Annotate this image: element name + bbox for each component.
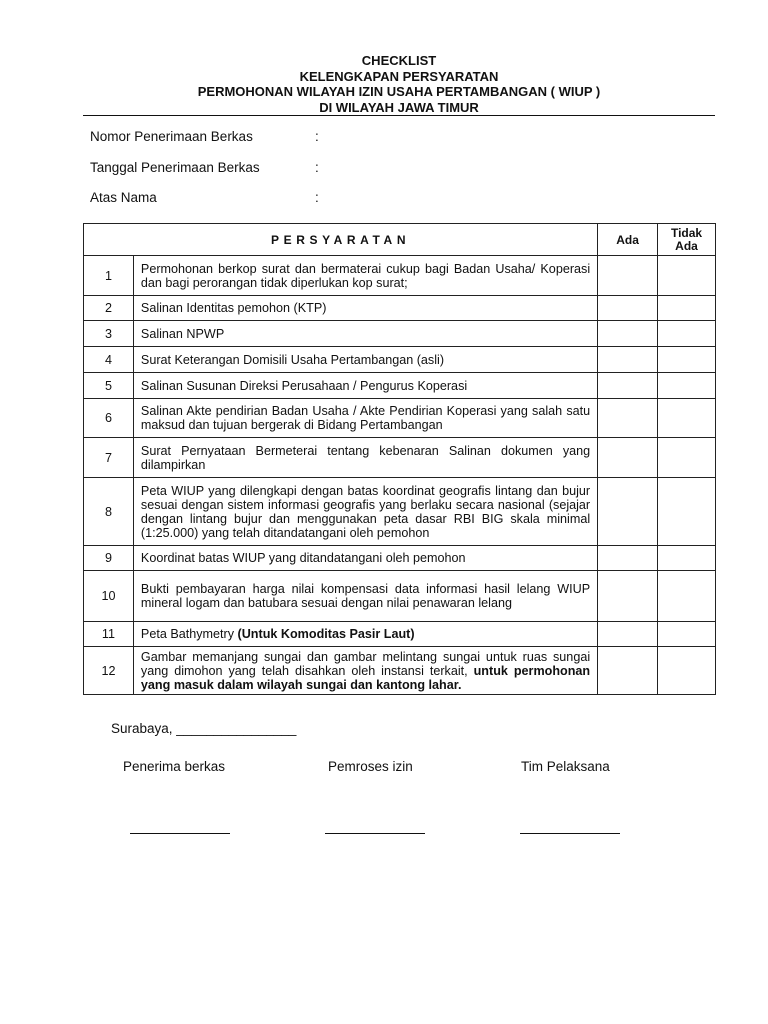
row-text: Koordinat batas WIUP yang ditandatangani oleh pemohon xyxy=(140,551,466,565)
field-label-tanggal: Tanggal Penerimaan Berkas xyxy=(90,160,260,175)
row-text: Peta WIUP yang dilengkapi dengan batas koordinat geografis lintang dan bujur sesuai dengan sistem informasi geografis yang berlaku secara nasional (sejajar dengan lintang bujur dan menggunakan peta dasar RBI BIG skala minimal (1:25.000) yang telah ditandatangani oleh pemohon xyxy=(140,483,591,540)
header-ada: Ada xyxy=(598,224,658,256)
title-underline xyxy=(83,115,715,116)
tidak-ada-checkbox-cell[interactable] xyxy=(658,546,716,571)
row-text: Salinan NPWP xyxy=(140,326,225,341)
requirements-table xyxy=(83,223,716,695)
table-row xyxy=(84,256,716,296)
row-requirement xyxy=(133,373,597,399)
row-requirement xyxy=(133,647,597,695)
field-colon-tanggal: : xyxy=(315,160,319,175)
field-colon-atas-nama: : xyxy=(315,190,319,205)
field-label-nomor: Nomor Penerimaan Berkas xyxy=(90,129,253,144)
table-header-row xyxy=(84,224,716,256)
document-title xyxy=(83,53,715,115)
ada-checkbox-cell[interactable] xyxy=(598,399,658,438)
signature-line-penerima xyxy=(130,833,230,834)
row-number: 11 xyxy=(84,622,134,647)
ada-checkbox-cell[interactable] xyxy=(598,256,658,296)
ada-checkbox-cell[interactable] xyxy=(598,296,658,321)
table-row xyxy=(84,347,716,373)
row-text: Salinan Akte pendirian Badan Usaha / Akte Pendirian Koperasi yang salah satu maksud dan tujuan bergerak di Bidang Pertambangan xyxy=(140,404,591,432)
ada-checkbox-cell[interactable] xyxy=(598,373,658,399)
row-requirement xyxy=(133,347,597,373)
row-number: 2 xyxy=(84,296,134,321)
row-number: 7 xyxy=(84,438,134,478)
ada-checkbox-cell[interactable] xyxy=(598,622,658,647)
table-row xyxy=(84,373,716,399)
field-colon-nomor: : xyxy=(315,129,319,144)
ada-checkbox-cell[interactable] xyxy=(598,478,658,546)
role-pemroses-izin: Pemroses izin xyxy=(328,759,413,774)
row-text: Gambar memanjang sungai dan gambar melintang sungai untuk ruas sungai yang dimohon yang telah disahkan oleh instansi terkait, xyxy=(140,649,591,678)
row-number: 5 xyxy=(84,373,134,399)
title-line-4: DI WILAYAH JAWA TIMUR xyxy=(319,99,479,115)
row-number: 6 xyxy=(84,399,134,438)
header-tidak-ada-line1: Tidak xyxy=(670,225,703,240)
title-line-3: PERMOHONAN WILAYAH IZIN USAHA PERTAMBANGAN ( WIUP ) xyxy=(197,84,601,99)
row-text: Bukti pembayaran harga nilai kompensasi data informasi hasil lelang WIUP mineral logam dan batubara sesuai dengan nilai penawaran lelang xyxy=(140,582,591,610)
row-bold-text: (Untuk Komoditas Pasir Laut) xyxy=(237,627,415,641)
row-requirement xyxy=(133,438,597,478)
tidak-ada-checkbox-cell[interactable] xyxy=(658,256,716,296)
tidak-ada-checkbox-cell[interactable] xyxy=(658,373,716,399)
tidak-ada-checkbox-cell[interactable] xyxy=(658,399,716,438)
table-row xyxy=(84,478,716,546)
table-row xyxy=(84,399,716,438)
row-requirement xyxy=(133,571,597,622)
tidak-ada-checkbox-cell[interactable] xyxy=(658,438,716,478)
row-number: 8 xyxy=(84,478,134,546)
table-row xyxy=(84,321,716,347)
row-number: 9 xyxy=(84,546,134,571)
ada-checkbox-cell[interactable] xyxy=(598,347,658,373)
header-tidak-ada-line2: Ada xyxy=(675,238,698,253)
table-row xyxy=(84,296,716,321)
tidak-ada-checkbox-cell[interactable] xyxy=(658,647,716,695)
signature-place-date: Surabaya, ________________ xyxy=(111,721,297,736)
tidak-ada-checkbox-cell[interactable] xyxy=(658,478,716,546)
role-penerima-berkas: Penerima berkas xyxy=(123,759,226,774)
table-row xyxy=(84,622,716,647)
row-text: Permohonan berkop surat dan bermaterai cukup bagi Badan Usaha/ Koperasi dan bagi perorangan tidak diperlukan kop surat; xyxy=(140,261,591,290)
row-text: Salinan Susunan Direksi Perusahaan / Pengurus Koperasi xyxy=(140,378,468,393)
table-row xyxy=(84,571,716,622)
row-requirement xyxy=(133,622,597,647)
row-text: Surat Pernyataan Bermeterai tentang kebenaran Salinan dokumen yang dilampirkan xyxy=(140,443,591,472)
row-requirement xyxy=(133,399,597,438)
row-requirement xyxy=(133,478,597,546)
row-number: 10 xyxy=(84,571,134,622)
ada-checkbox-cell[interactable] xyxy=(598,321,658,347)
ada-checkbox-cell[interactable] xyxy=(598,438,658,478)
signature-line-tim xyxy=(520,833,620,834)
row-number: 3 xyxy=(84,321,134,347)
title-line-2: KELENGKAPAN PERSYARATAN xyxy=(299,68,499,84)
row-requirement xyxy=(133,546,597,571)
tidak-ada-checkbox-cell[interactable] xyxy=(658,571,716,622)
row-bold-text: untuk permohonan yang masuk dalam wilayah sungai dan kantong lahar. xyxy=(140,663,591,692)
row-number: 1 xyxy=(84,256,134,296)
row-requirement xyxy=(133,256,597,296)
row-number: 4 xyxy=(84,347,134,373)
ada-checkbox-cell[interactable] xyxy=(598,647,658,695)
table-row xyxy=(84,647,716,695)
row-requirement xyxy=(133,321,597,347)
row-text: Surat Keterangan Domisili Usaha Pertambangan (asli) xyxy=(140,352,445,367)
tidak-ada-checkbox-cell[interactable] xyxy=(658,321,716,347)
table-row xyxy=(84,438,716,478)
row-number: 12 xyxy=(84,647,134,695)
ada-checkbox-cell[interactable] xyxy=(598,571,658,622)
row-requirement xyxy=(133,296,597,321)
header-persyaratan: PERSYARATAN xyxy=(84,224,598,256)
tidak-ada-checkbox-cell[interactable] xyxy=(658,622,716,647)
header-tidak-ada xyxy=(658,224,716,256)
signature-line-pemroses xyxy=(325,833,425,834)
role-tim-pelaksana: Tim Pelaksana xyxy=(521,759,610,774)
table-row xyxy=(84,546,716,571)
tidak-ada-checkbox-cell[interactable] xyxy=(658,296,716,321)
tidak-ada-checkbox-cell[interactable] xyxy=(658,347,716,373)
field-label-atas-nama: Atas Nama xyxy=(90,190,157,205)
ada-checkbox-cell[interactable] xyxy=(598,546,658,571)
title-line-1: CHECKLIST xyxy=(361,53,437,68)
row-text: Salinan Identitas pemohon (KTP) xyxy=(140,301,327,315)
row-text: Peta Bathymetry xyxy=(140,627,238,641)
